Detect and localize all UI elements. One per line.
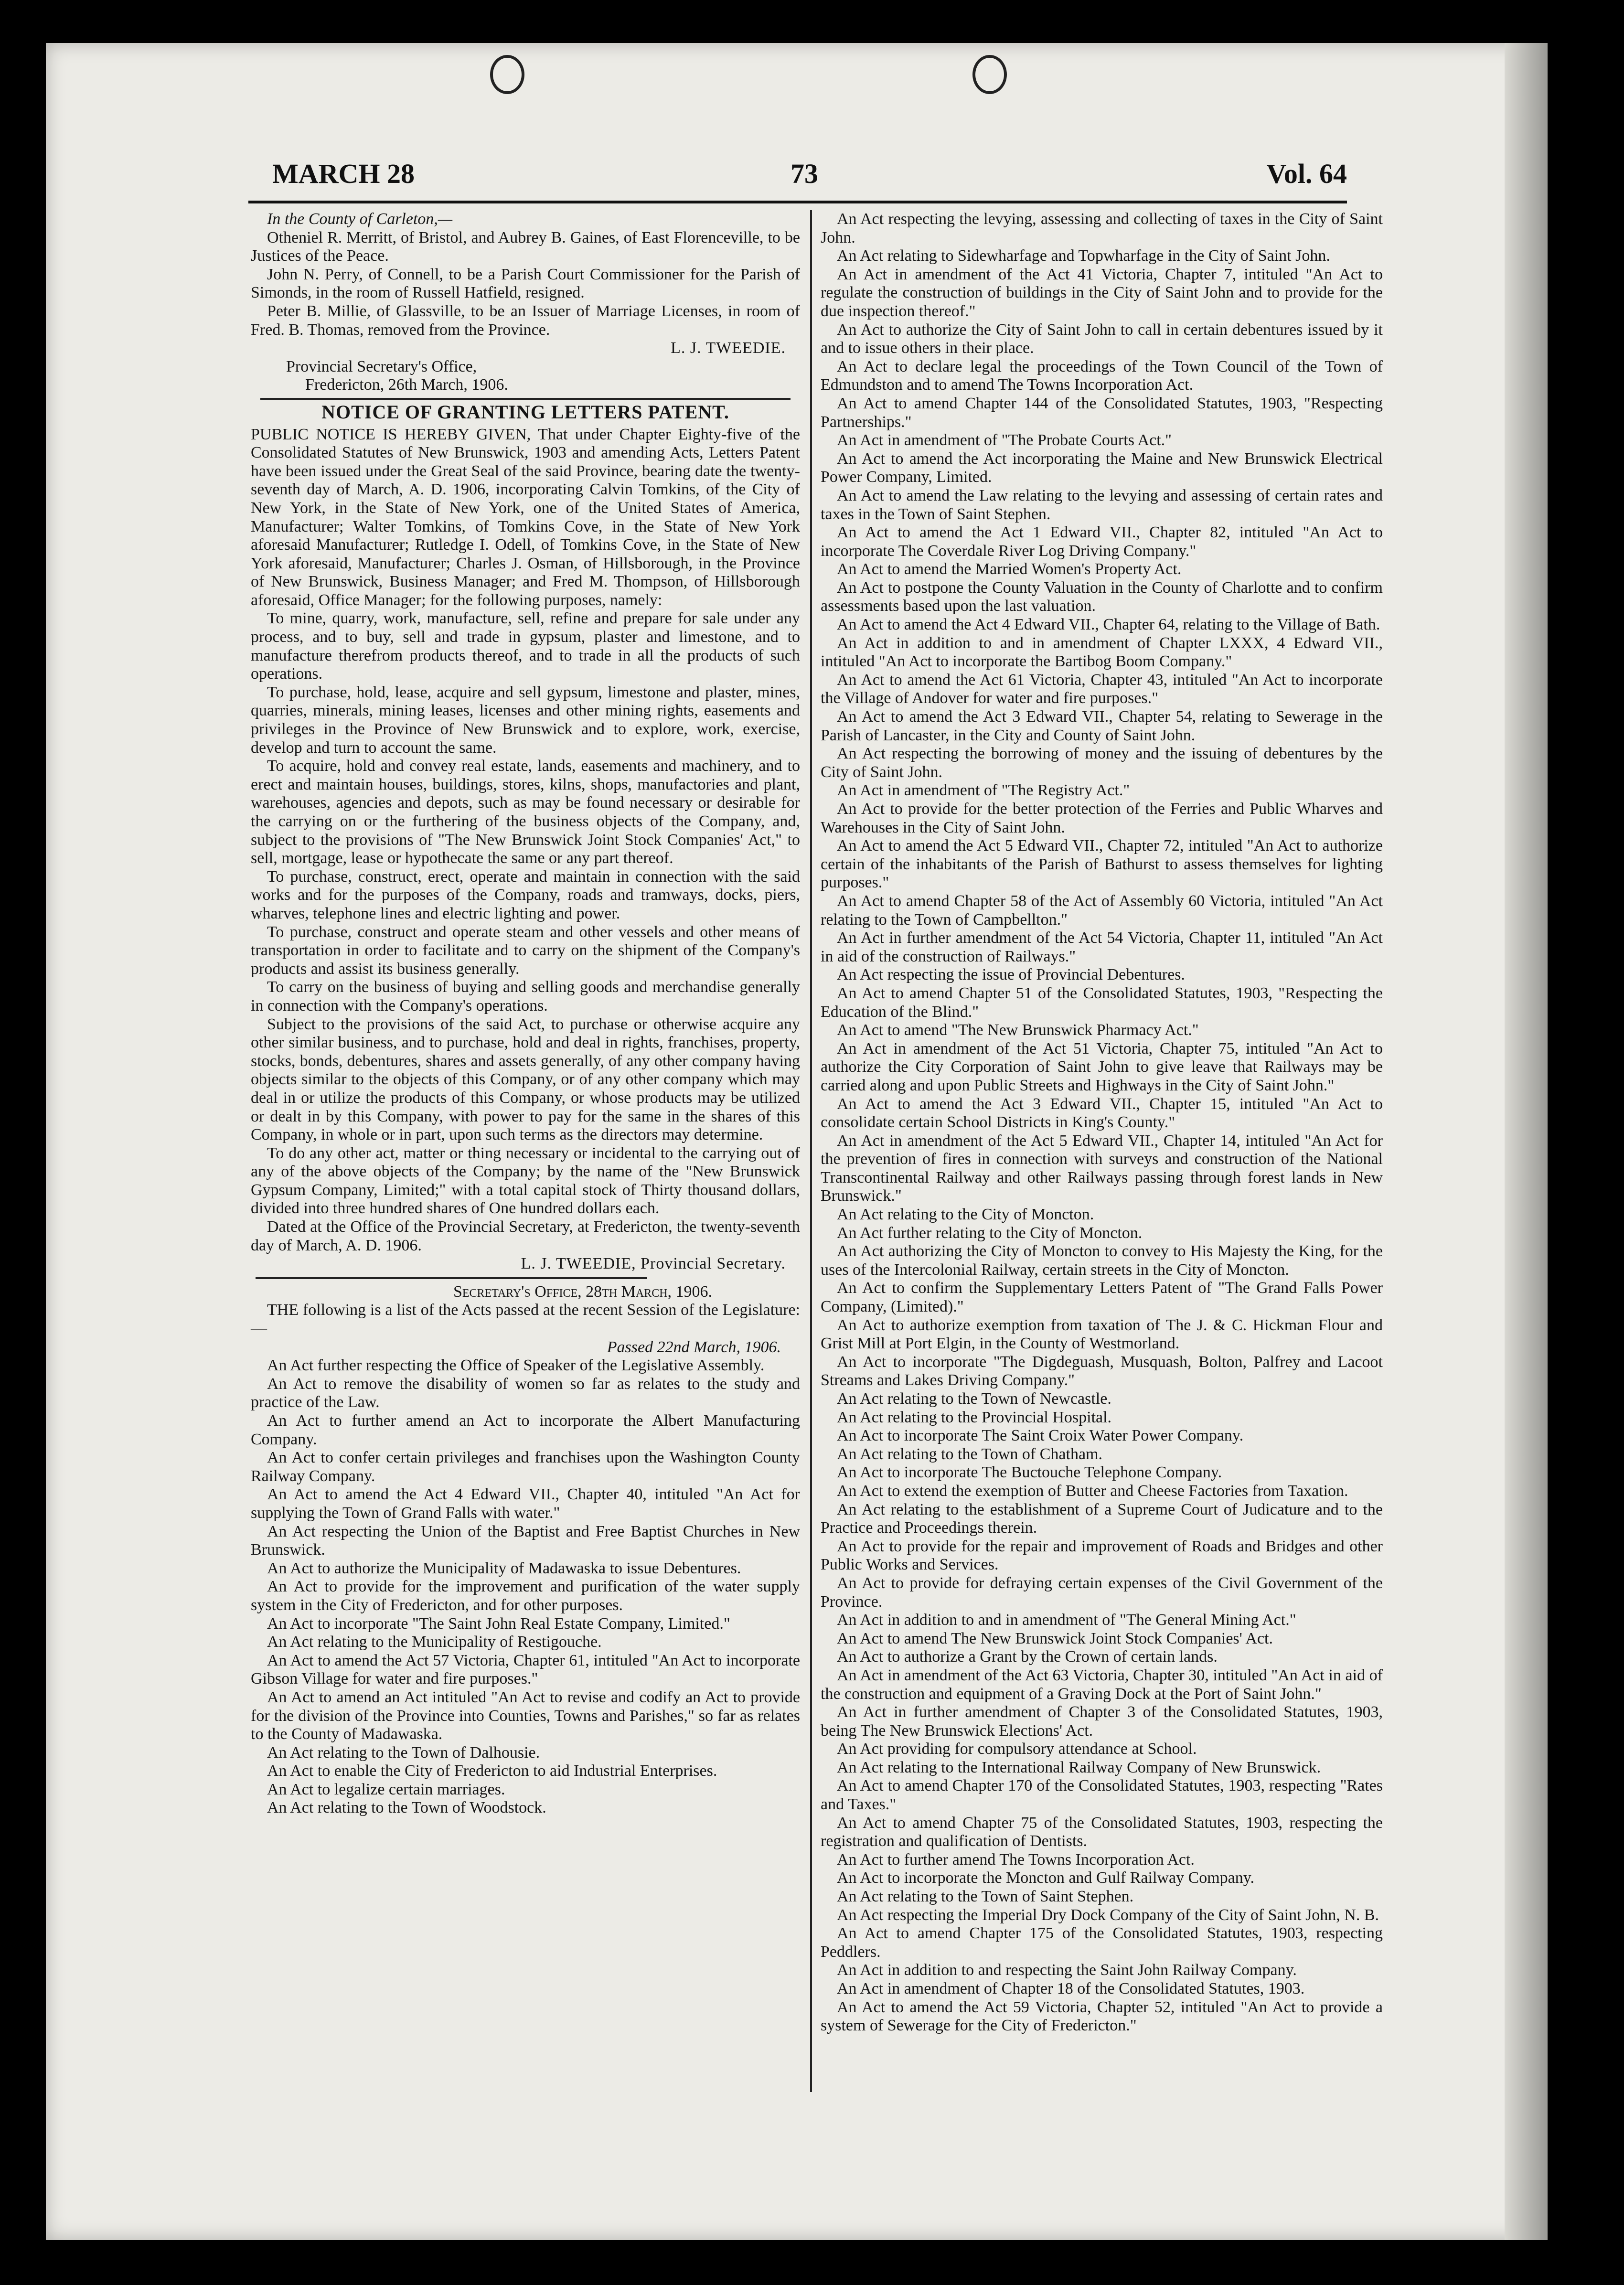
act-entry: An Act further relating to the City of Moncton. [837,1224,1143,1242]
purpose-entry: To carry on the business of buying and selling goods and merchandise generally in connection with the Company's operations. [251,978,800,1014]
act-entry: An Act to incorporate "The Digdeguash, Musquash, Bolton, Palfrey and Lacoot Streams and Lakes Driving Company." [821,1353,1383,1389]
section-rule [260,398,791,400]
act-entry: An Act to legalize certain marriages. [267,1780,505,1798]
section-rule [256,1277,647,1279]
office-date: Fredericton, 26th March, 1906. [305,376,508,394]
act-entry: An Act in amendment of the Act 51 Victoria, Chapter 75, intituled "An Act to authorize the City Corporation of Saint John to give leave that Railways may be carried along and upon Public Streets and Highways in the City of Saint John." [821,1039,1383,1094]
act-entry: An Act to authorize the City of Saint John to call in certain debentures issued by it and to issue others in their place. [821,320,1383,357]
act-entry: An Act relating to the Municipality of Restigouche. [267,1633,602,1651]
act-entry: An Act in addition to and in amendment of "The General Mining Act." [837,1611,1296,1629]
act-entry: An Act to amend Chapter 58 of the Act of Assembly 60 Victoria, intituled "An Act relating to the Town of Campbellton." [821,892,1383,929]
act-entry: An Act to incorporate the Moncton and Gulf Railway Company. [837,1869,1255,1887]
act-entry: An Act respecting the issue of Provincial Debentures. [837,966,1185,984]
act-entry: An Act further respecting the Office of Speaker of the Legislative Assembly. [267,1356,765,1375]
act-entry: An Act to incorporate "The Saint John Real Estate Company, Limited." [267,1614,730,1633]
act-entry: An Act respecting the borrowing of money and the issuing of debentures by the City of Saint John. [821,745,1383,781]
office-dateline: Secretary's Office, 28th March, 1906. [453,1282,713,1301]
signature: L. J. TWEEDIE. [671,339,786,357]
act-entry: An Act to amend the Act 4 Edward VII., Chapter 40, intituled "An Act for supplying the Town of Grand Falls with water." [251,1485,800,1522]
act-entry: An Act to amend the Act 61 Victoria, Chapter 43, intituled "An Act to incorporate the Village of Andover for water and fire purposes." [821,671,1383,707]
purpose-entry: To mine, quarry, work, manufacture, sell, refine and prepare for sale under any process, and to buy, sell and trade in gypsum, plaster and limestone, and to manufacture therefrom products thereof, and to trade in all the products of such operations. [251,609,800,683]
signature: L. J. TWEEDIE, Provincial Secretary. [521,1255,786,1273]
act-entry: An Act to enable the City of Fredericton to aid Industrial Enterprises. [267,1762,717,1780]
act-entry: An Act to amend Chapter 175 of the Consolidated Statutes, 1903, respecting Peddlers. [821,1924,1383,1961]
act-entry: An Act relating to the International Railway Company of New Brunswick. [837,1758,1321,1776]
act-entry: An Act in amendment of "The Registry Act." [837,781,1130,800]
act-entry: An Act relating to the Town of Chatham. [837,1445,1103,1463]
act-entry: An Act to amend "The New Brunswick Pharmacy Act." [837,1021,1199,1039]
act-entry: An Act to confirm the Supplementary Letters Patent of "The Grand Falls Power Company, (Limited)." [821,1279,1383,1316]
act-entry: An Act to amend Chapter 170 of the Consolidated Statutes, 1903, respecting "Rates and Taxes." [821,1777,1383,1814]
act-entry: An Act to remove the disability of women so far as relates to the study and practice of the Law. [251,1375,800,1411]
office-line: Provincial Secretary's Office, [286,357,477,375]
act-entry: An Act to further amend The Towns Incorporation Act. [837,1850,1195,1869]
act-entry: An Act to amend the Act 5 Edward VII., Chapter 72, intituled "An Act to authorize certain of the inhabitants of the Parish of Bathurst to assess themselves for lighting purposes." [821,837,1383,892]
purpose-entry: To do any other act, matter or thing necessary or incidental to the carrying out of any of the above objects of the Company; by the name of the "New Brunswick Gypsum Company, Limited;" with a total capital stock of Thirty thousand dollars, divided into three hundred shares of One hundred dollars each. [251,1144,800,1217]
act-entry: An Act to extend the exemption of Butter and Cheese Factories from Taxation. [837,1482,1348,1500]
act-entry: An Act to incorporate The Saint Croix Water Power Company. [837,1427,1244,1445]
left-column [251,210,800,1817]
act-entry: An Act to postpone the County Valuation in the County of Charlotte and to confirm assessments based upon the last valuation. [821,578,1383,615]
act-entry: An Act to amend the Law relating to the levying and assessing of certain rates and taxes in the Town of Saint Stephen. [821,486,1383,523]
act-entry: An Act respecting the levying, assessing and collecting of taxes in the City of Saint John. [821,210,1383,246]
column-divider [810,210,812,2092]
act-entry: An Act to amend The New Brunswick Joint Stock Companies' Act. [837,1629,1273,1647]
act-entry: An Act to authorize the Municipality of Madawaska to issue Debentures. [267,1559,741,1577]
act-entry: An Act to amend the Act 3 Edward VII., Chapter 15, intituled "An Act to consolidate certain School Districts in King's County." [821,1095,1383,1132]
act-entry: An Act in amendment of the Act 41 Victoria, Chapter 7, intituled "An Act to regulate the construction of buildings in the City of Saint John and to provide for the due inspection thereof." [821,265,1383,320]
act-entry: An Act to authorize exemption from taxation of The J. & C. Hickman Flour and Grist Mill at Port Elgin, in the County of Westmorland. [821,1316,1383,1353]
act-entry: An Act in amendment of the Act 63 Victoria, Chapter 30, intituled "An Act in aid of the construction and equipment of a Graving Dock at the Port of Saint John." [821,1666,1383,1703]
act-entry: An Act to provide for the better protection of the Ferries and Public Wharves and Warehouses in the City of Saint John. [821,800,1383,836]
act-entry: An Act to amend Chapter 51 of the Consolidated Statutes, 1903, "Respecting the Education of the Blind." [821,984,1383,1021]
act-entry: An Act in amendment of "The Probate Courts Act." [837,431,1172,449]
act-entry: An Act in amendment of the Act 5 Edward VII., Chapter 14, intituled "An Act for the prevention of fires in connection with surveys and construction of the National Transcontinental Railway and other Railways passing through forest lands in New Brunswick." [821,1132,1383,1205]
act-entry: An Act providing for compulsory attendance at School. [837,1740,1197,1758]
act-entry: An Act relating to the City of Moncton. [837,1206,1094,1224]
appointment-entry: Peter B. Millie, of Glassville, to be an Issuer of Marriage Licenses, in room of Fred. B. Thomas, removed from the Province. [251,302,800,339]
act-entry: An Act relating to the Provincial Hospital. [837,1408,1112,1426]
purpose-entry: To purchase, construct and operate steam and other vessels and other means of transportation in order to facilitate and to carry on the shipment of the Company's products and assist its business generally. [251,923,800,978]
notice-intro: PUBLIC NOTICE IS HEREBY GIVEN, That under Chapter Eighty-five of the Consolidated Statutes of New Brunswick, 1903 and amending Acts, Letters Patent have been issued under the Great Seal of the said Province, bearing date the twenty-seventh day of March, A. D. 1906, incorporating Calvin Tomkins, of the City of New York, in the State of New York, one of the United States of America, Manufacturer; Walter Tomkins, of Tomkins Cove, in the State of New York aforesaid Manufacturer; Rutledge I. Odell, of Tomkins Cove, in the State of New York aforesaid, Manufacturer; Charles J. Osman, of Hillsborough, in the Province of New Brunswick, Business Manager; and Fred M. Thompson, of Hillsborough aforesaid, Office Manager; for the following purposes, namely: [251,425,800,609]
header-rule [248,201,1347,203]
section-heading: In the County of Carleton,— [267,210,453,228]
act-entry: An Act relating to the establishment of a Supreme Court of Judicature and to the Practice and Proceedings therein. [821,1500,1383,1537]
passed-heading: Passed 22nd March, 1906. [607,1338,781,1356]
act-entry: An Act to amend the Act 3 Edward VII., Chapter 54, relating to Sewerage in the Parish of Lancaster, in the City and County of Saint John. [821,708,1383,744]
act-entry: An Act relating to the Town of Newcastle. [837,1390,1111,1408]
act-entry: An Act relating to the Town of Dalhousie. [267,1743,540,1762]
notice-headline: NOTICE OF GRANTING LETTERS PATENT. [321,401,729,423]
act-entry: An Act respecting the Imperial Dry Dock Company of the City of Saint John, N. B. [837,1906,1379,1924]
purpose-entry: To purchase, construct, erect, operate and maintain in connection with the said works and for the purposes of the Company, roads and tramways, docks, piers, wharves, telephone lines and electric lighting and power. [251,867,800,922]
issue-date: MARCH 28 [272,158,415,189]
act-entry: An Act to provide for the improvement and purification of the water supply system in the City of Fredericton, and for other purposes. [251,1578,800,1614]
running-head [267,158,1347,201]
punch-hole [972,55,1007,94]
right-column [821,210,1383,2035]
act-entry: An Act in addition to and in amendment of Chapter LXXX, 4 Edward VII., intituled "An Act to incorporate the Bartibog Boom Company." [821,634,1383,671]
page-edge-shadow [1505,43,1548,2240]
act-entry: An Act in further amendment of the Act 54 Victoria, Chapter 11, intituled "An Act in aid of the construction of Railways." [821,929,1383,965]
act-entry: An Act authorizing the City of Moncton to convey to His Majesty the King, for the uses of the Intercolonial Railway, certain streets in the City of Moncton. [821,1242,1383,1279]
act-entry: An Act to amend the Act 59 Victoria, Chapter 52, intituled "An Act to provide a system of Sewerage for the City of Fredericton." [821,1998,1383,2035]
appointment-entry: John N. Perry, of Connell, to be a Parish Court Commissioner for the Parish of Simonds, in the room of Russell Hatfield, resigned. [251,265,800,302]
act-entry: An Act to incorporate The Buctouche Telephone Company. [837,1463,1222,1482]
act-entry: An Act to amend an Act intituled "An Act to revise and codify an Act to provide for the division of the Province into Counties, Towns and Parishes," so far as relates to the County of Madawaska. [251,1688,800,1743]
purpose-entry: To purchase, hold, lease, acquire and sell gypsum, limestone and plaster, mines, quarries, minerals, mining leases, licenses and other mining rights, easements and privileges in the Province of New Brunswick and to explore, work, exercise, develop and turn to account the same. [251,683,800,757]
act-entry: An Act relating to Sidewharfage and Topwharfage in the City of Saint John. [837,247,1330,265]
appointment-entry: Otheniel R. Merritt, of Bristol, and Aubrey B. Gaines, of East Florenceville, to be Justices of the Peace. [251,228,800,265]
act-entry: An Act to declare legal the proceedings of the Town Council of the Town of Edmundston and to amend The Towns Incorporation Act. [821,357,1383,394]
act-entry: An Act to further amend an Act to incorporate the Albert Manufacturing Company. [251,1412,800,1448]
act-entry: An Act to amend the Act 4 Edward VII., Chapter 64, relating to the Village of Bath. [837,616,1380,634]
act-entry: An Act in addition to and respecting the Saint John Railway Company. [837,1961,1297,1979]
act-entry: An Act to amend the Act 1 Edward VII., Chapter 82, intituled "An Act to incorporate The Coverdale River Log Driving Company." [821,523,1383,560]
act-entry: An Act to amend Chapter 144 of the Consolidated Statutes, 1903, "Respecting Partnerships." [821,394,1383,431]
act-entry: An Act to amend the Married Women's Property Act. [837,560,1182,578]
act-entry: An Act to amend the Act 57 Victoria, Chapter 61, intituled "An Act to incorporate Gibson Village for water and fire purposes." [251,1651,800,1688]
act-entry: An Act to provide for defraying certain expenses of the Civil Government of the Province. [821,1574,1383,1611]
act-entry: An Act relating to the Town of Woodstock. [267,1799,546,1817]
act-entry: An Act in further amendment of Chapter 3 of the Consolidated Statutes, 1903, being The New Brunswick Elections' Act. [821,1703,1383,1740]
purpose-entry: To acquire, hold and convey real estate, lands, easements and machinery, and to erect and maintain houses, buildings, stores, kilns, shops, manufactories and plant, warehouses, agencies and depots, such as may be found necessary or desirable for the carrying on or the furthering of the business objects of the Company, and, subject to the provisions of "The New Brunswick Joint Stock Companies' Act," to sell, mortgage, lease or hypothecate the same or any part thereof. [251,757,800,867]
act-entry: An Act to provide for the repair and improvement of Roads and Bridges and other Public Works and Services. [821,1537,1383,1574]
act-entry: An Act to confer certain privileges and franchises upon the Washington County Railway Company. [251,1449,800,1485]
act-entry: An Act in amendment of Chapter 18 of the Consolidated Statutes, 1903. [837,1980,1305,1997]
notice-dated: Dated at the Office of the Provincial Secretary, at Fredericton, the twenty-seventh day of March, A. D. 1906. [251,1218,800,1254]
punch-hole [490,55,524,94]
acts-intro: THE following is a list of the Acts passed at the recent Session of the Legislature:— [251,1301,800,1338]
act-entry: An Act relating to the Town of Saint Stephen. [837,1888,1134,1906]
volume-label: Vol. 64 [1266,158,1347,189]
page-number: 73 [791,158,818,189]
act-entry: An Act to amend the Act incorporating the Maine and New Brunswick Electrical Power Company, Limited. [821,449,1383,486]
act-entry: An Act to amend Chapter 75 of the Consolidated Statutes, 1903, respecting the registration and qualification of Dentists. [821,1814,1383,1850]
purpose-entry: Subject to the provisions of the said Act, to purchase or otherwise acquire any other similar business, and to purchase, hold and deal in rights, franchises, property, stocks, bonds, debentures, shares and assets generally, of any other company having objects similar to the objects of this Company, or of any other company which may deal in or utilize the products of this Company, or whose products may be utilized or dealt in by this Company, with power to pay for the same in the shares of this Company, in whole or in part, upon such terms as the directors may determine. [251,1015,800,1144]
act-entry: An Act to authorize a Grant by the Crown of certain lands. [837,1648,1218,1666]
act-entry: An Act respecting the Union of the Baptist and Free Baptist Churches in New Brunswick. [251,1522,800,1559]
